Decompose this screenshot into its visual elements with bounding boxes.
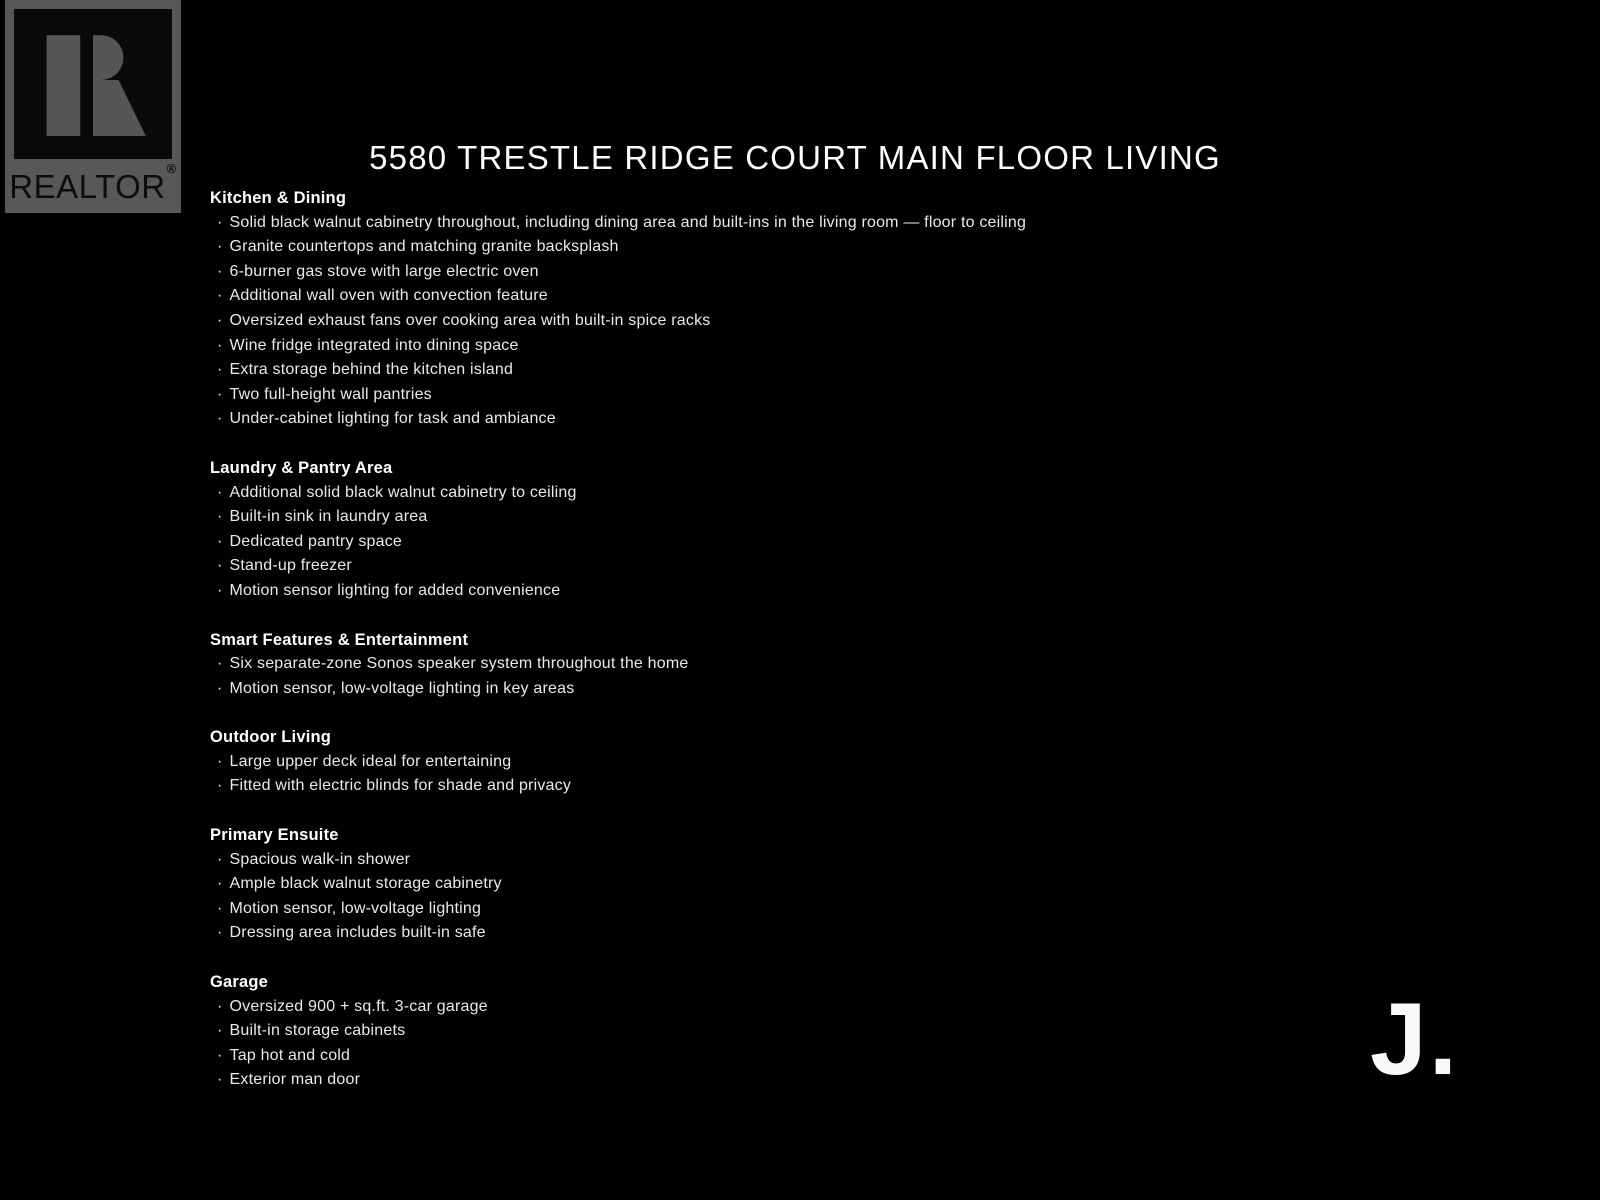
feature-item-text: Granite countertops and matching granite backsplash [229,238,619,256]
bullet-glyph: · [217,1022,223,1040]
feature-item [210,554,1330,579]
section-heading: Primary Ensuite [210,826,339,845]
feature-item [210,284,1330,309]
feature-item [210,1019,1330,1044]
feature-item-text: 6-burner gas stove with large electric oven [229,262,539,280]
section-heading: Outdoor Living [210,728,332,747]
bullet-glyph: · [217,1046,223,1064]
feature-item-text: Motion sensor, low-voltage lighting in key areas [229,679,575,697]
bullet-glyph: · [217,581,223,599]
feature-item-text: Dressing area includes built-in safe [229,924,486,942]
feature-item-text: Motion sensor lighting for added convenience [229,581,561,599]
feature-item-text: Solid black walnut cabinetry throughout, including dining area and built-ins in the living room — floor to ceiling [229,213,1027,231]
feature-item [210,1044,1330,1069]
bullet-glyph: · [217,924,223,942]
bullet-glyph: · [217,679,223,697]
realtor-logo [5,0,181,213]
bullet-glyph: · [217,875,223,893]
feature-item [210,530,1330,555]
bullet-glyph: · [217,287,223,305]
feature-item-text: Oversized 900 + sq.ft. 3-car garage [229,997,488,1015]
feature-item-text: Large upper deck ideal for entertaining [229,752,512,770]
feature-item [210,995,1330,1020]
section-items [210,211,1330,432]
realtor-wordmark [5,159,181,213]
feature-item [210,579,1330,604]
feature-item-text: Exterior man door [229,1071,361,1089]
feature-item-text: Motion sensor, low-voltage lighting [229,899,482,917]
feature-item [210,1068,1330,1093]
feature-section [210,970,1330,1093]
feature-item [210,309,1330,334]
bullet-glyph: · [217,557,223,575]
feature-item-text: Oversized exhaust fans over cooking area with built-in spice racks [229,311,711,329]
feature-section [210,823,1330,946]
feature-item [210,774,1330,799]
feature-item [210,652,1330,677]
realtor-r-emblem [14,9,172,159]
bullet-glyph: · [217,336,223,354]
bullet-glyph: · [217,483,223,501]
feature-item [210,505,1330,530]
feature-item-text: Additional solid black walnut cabinetry to ceiling [229,483,577,501]
section-heading: Smart Features & Entertainment [210,630,469,649]
section-items [210,652,1330,701]
feature-item [210,358,1330,383]
feature-item-text: Under-cabinet lighting for task and ambiance [229,410,556,428]
feature-section [210,725,1330,799]
feature-item [210,677,1330,702]
feature-item-text: Built-in sink in laundry area [229,508,428,526]
feature-item-text: Two full-height wall pantries [229,385,432,403]
feature-item-text: Wine fridge integrated into dining space [229,336,519,354]
feature-item [210,260,1330,285]
bullet-glyph: · [217,850,223,868]
section-items [210,995,1330,1093]
bullet-glyph: · [217,262,223,280]
feature-item-text: Additional wall oven with convection feature [229,287,548,305]
feature-item [210,383,1330,408]
bullet-glyph: · [217,311,223,329]
bullet-glyph: · [217,508,223,526]
bullet-glyph: · [217,238,223,256]
registered-trademark-icon: ® [166,161,177,176]
feature-item [210,235,1330,260]
feature-item-text: Six separate-zone Sonos speaker system throughout the home [229,655,689,673]
feature-section [210,186,1330,432]
bullet-glyph: · [217,997,223,1015]
brand-j-logo: J. [1370,982,1460,1096]
feature-item [210,407,1330,432]
feature-section [210,628,1330,702]
feature-item [210,848,1330,873]
section-heading: Kitchen & Dining [210,189,347,207]
bullet-glyph: · [217,1071,223,1089]
section-items [210,481,1330,604]
feature-item [210,750,1330,775]
bullet-glyph: · [217,655,223,673]
bullet-glyph: · [217,899,223,917]
feature-item [210,334,1330,359]
feature-item [210,211,1330,236]
feature-item-text: Stand-up freezer [229,557,352,575]
section-items [210,750,1330,799]
section-heading: Laundry & Pantry Area [210,458,393,477]
feature-item-text: Tap hot and cold [229,1046,351,1064]
feature-item [210,921,1330,946]
bullet-glyph: · [217,385,223,403]
feature-item-text: Ample black walnut storage cabinetry [229,875,502,893]
realtor-r-icon [29,18,157,150]
bullet-glyph: · [217,213,223,231]
feature-sections [210,186,1330,1117]
feature-item-text: Built-in storage cabinets [229,1022,406,1040]
bullet-glyph: · [217,410,223,428]
bullet-glyph: · [217,777,223,795]
feature-item-text: Dedicated pantry space [229,532,403,550]
page-title: 5580 TRESTLE RIDGE COURT MAIN FLOOR LIVING [369,139,1221,177]
section-heading: Garage [210,973,269,992]
feature-item [210,897,1330,922]
bullet-glyph: · [217,752,223,770]
feature-item-text: Extra storage behind the kitchen island [229,361,514,379]
feature-item-text: Spacious walk-in shower [229,850,411,868]
section-items [210,848,1330,946]
feature-item [210,872,1330,897]
feature-item-text: Fitted with electric blinds for shade and privacy [229,777,572,795]
feature-item [210,481,1330,506]
bullet-glyph: · [217,532,223,550]
bullet-glyph: · [217,361,223,379]
realtor-wordmark-text: REALTOR [9,167,166,205]
feature-section [210,456,1330,604]
